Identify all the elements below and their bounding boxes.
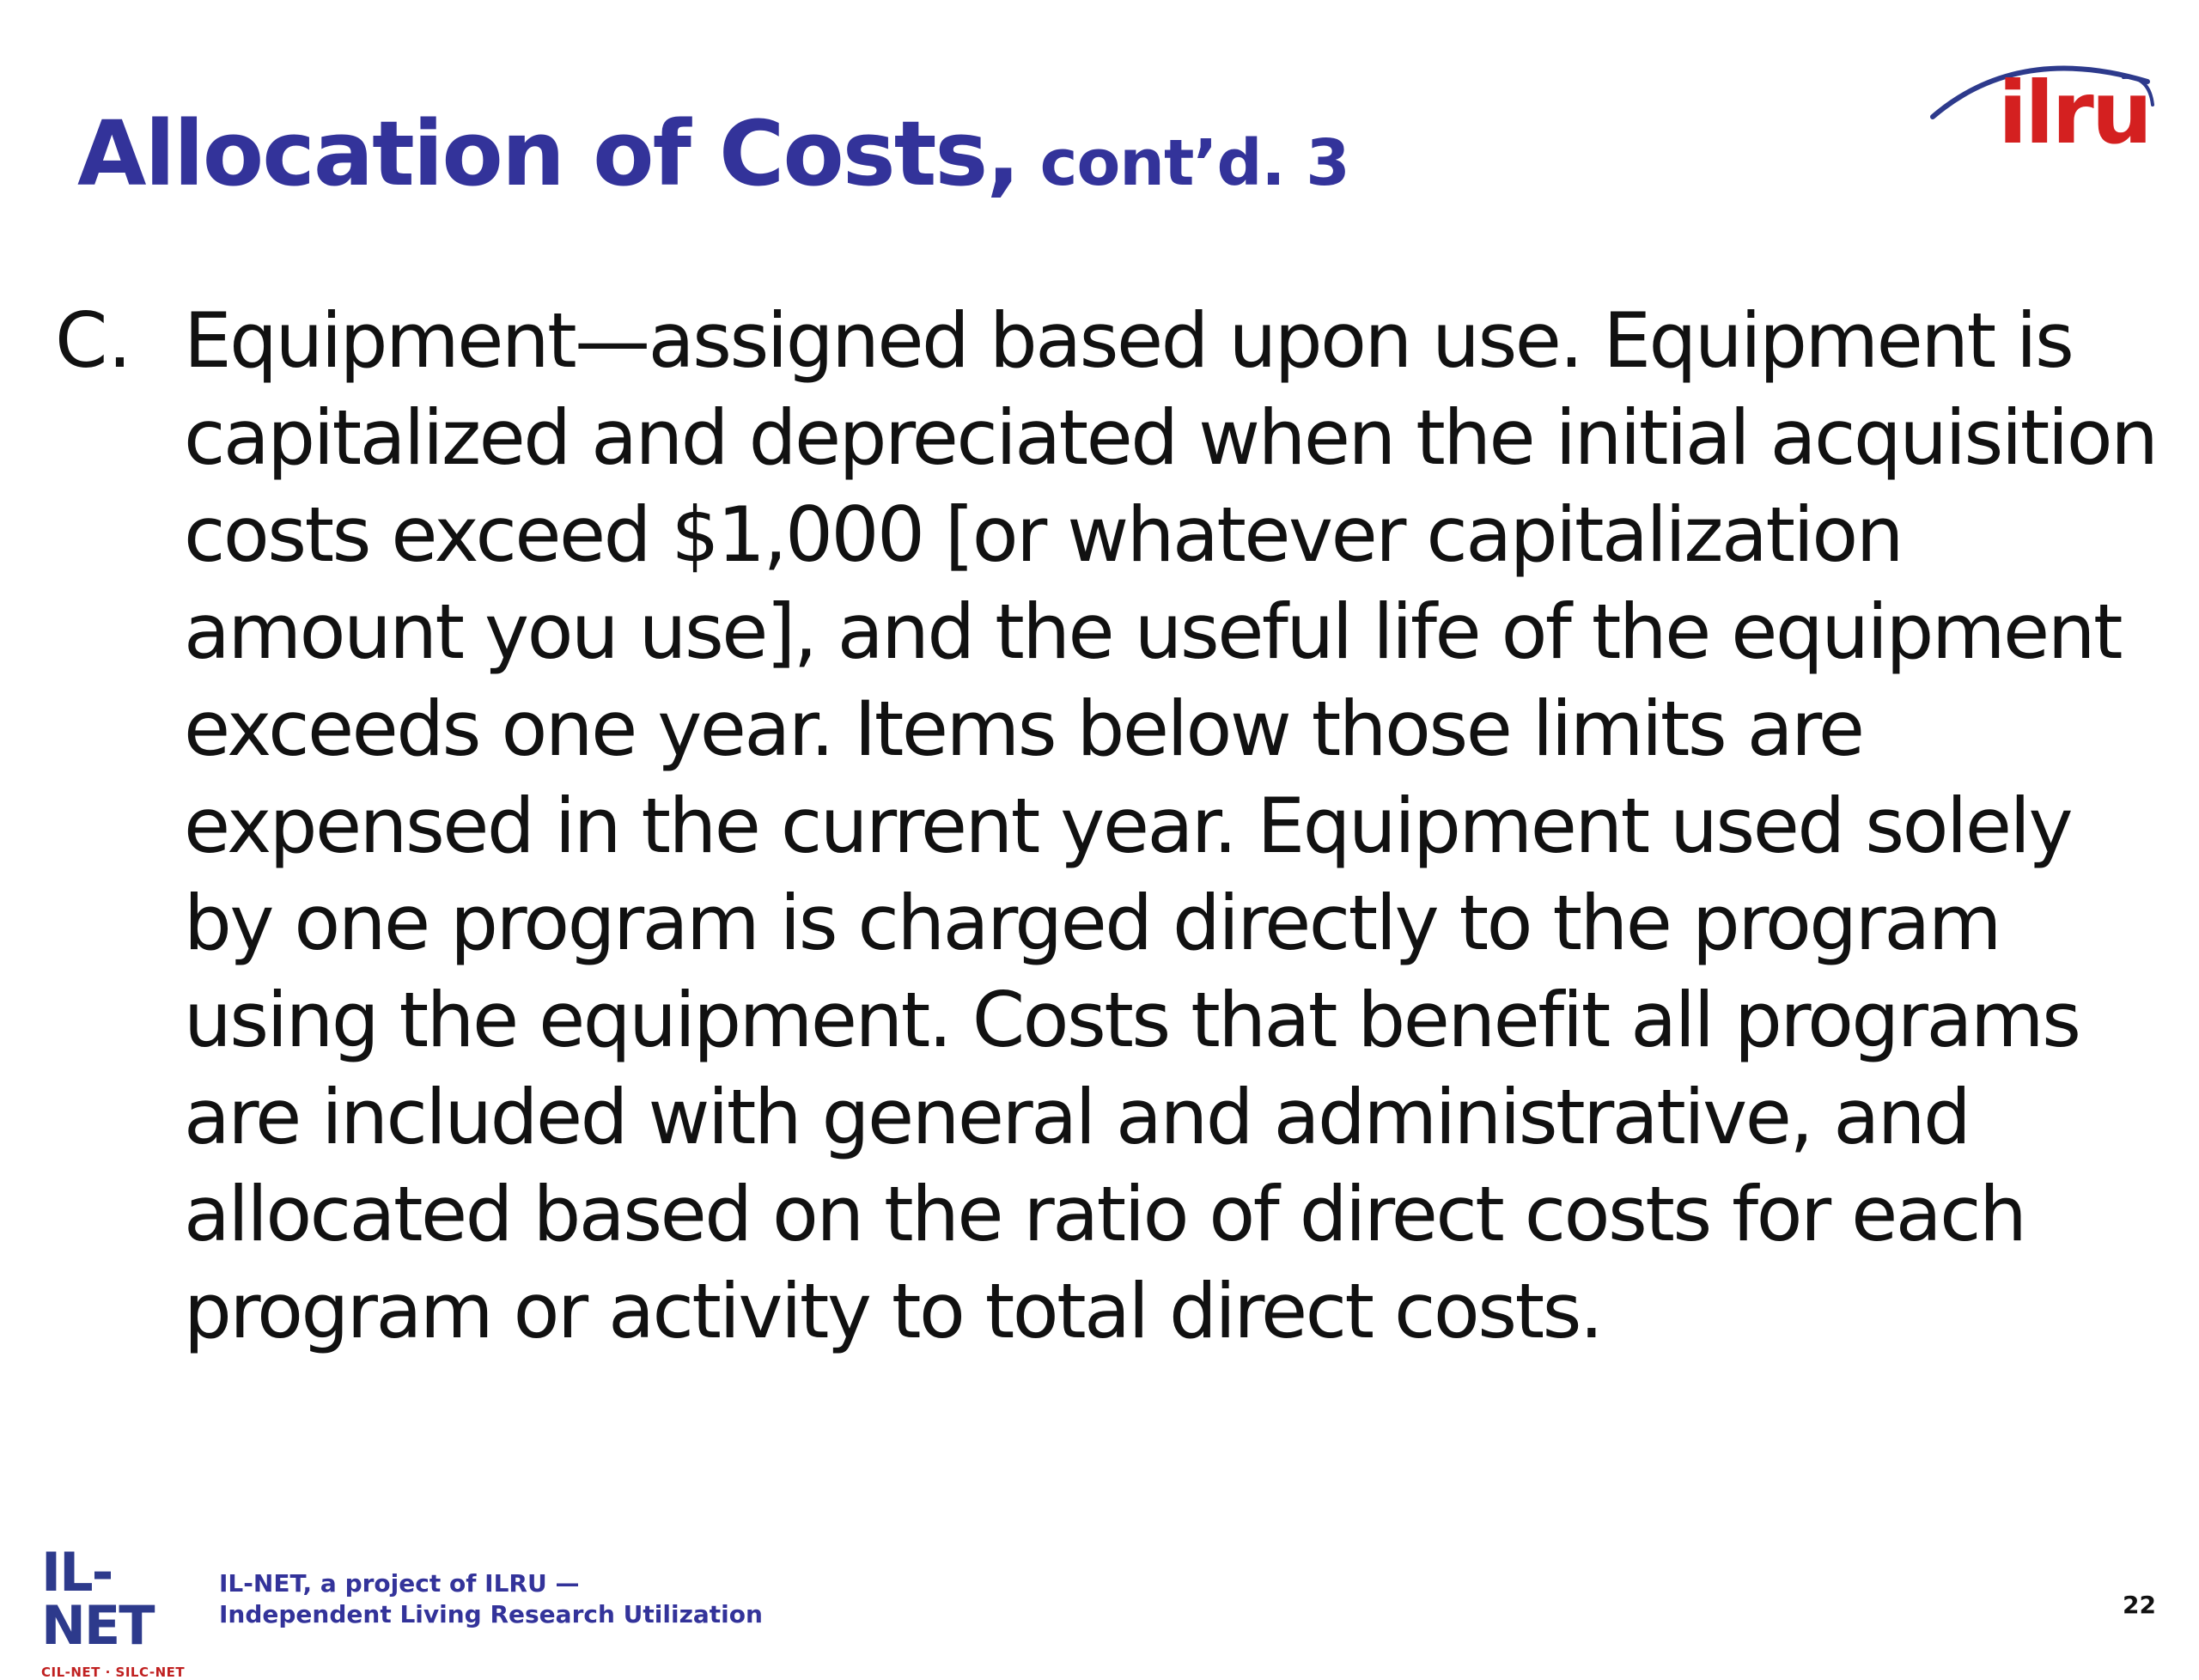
- ilru-logo: [1924, 34, 2165, 163]
- body-line: exceeds one year. Items below those limits are: [184, 685, 1863, 773]
- body-line: capitalized and depreciated when the initial acquisition: [184, 393, 2157, 482]
- body-list-item: [55, 292, 2157, 1360]
- ilnet-logo-subtitle: CIL-NET · SILC-NET: [41, 1665, 186, 1680]
- footer-line-1: IL-NET, a project of ILRU —: [219, 1569, 580, 1598]
- footer-attribution: [219, 1568, 763, 1630]
- body-line: costs exceed $1,000 [or whatever capitalization: [184, 490, 1903, 579]
- slide-title-continuation: cont’d. 3: [1018, 126, 1349, 200]
- body-line: using the equipment. Costs that benefit all programs: [184, 976, 2080, 1064]
- slide-footer: [0, 1537, 2199, 1680]
- list-marker: C.: [55, 296, 132, 385]
- ilru-logo-wordmark: ilru: [1998, 63, 2151, 163]
- slide-title: [77, 101, 1349, 206]
- body-line: expensed in the current year. Equipment used solely: [184, 782, 2072, 870]
- body-line: amount you use], and the useful life of the equipment: [184, 587, 2121, 676]
- footer-line-2: Independent Living Research Utilization: [219, 1600, 763, 1628]
- body-line: Equipment—assigned based upon use. Equipment is: [184, 296, 2073, 385]
- body-line: are included with general and administrative, and: [184, 1073, 1970, 1161]
- ilnet-logo: [41, 1541, 204, 1680]
- slide-title-main: Allocation of Costs,: [77, 101, 1019, 206]
- ilnet-logo-title: IL-NET: [41, 1541, 154, 1657]
- body-line: program or activity to total direct costs.: [184, 1267, 1602, 1355]
- body-line: allocated based on the ratio of direct costs for each: [184, 1170, 2025, 1258]
- body-line: by one program is charged directly to the program: [184, 879, 2000, 967]
- body-paragraph: [184, 292, 2156, 1360]
- page-number: 22: [2123, 1591, 2156, 1619]
